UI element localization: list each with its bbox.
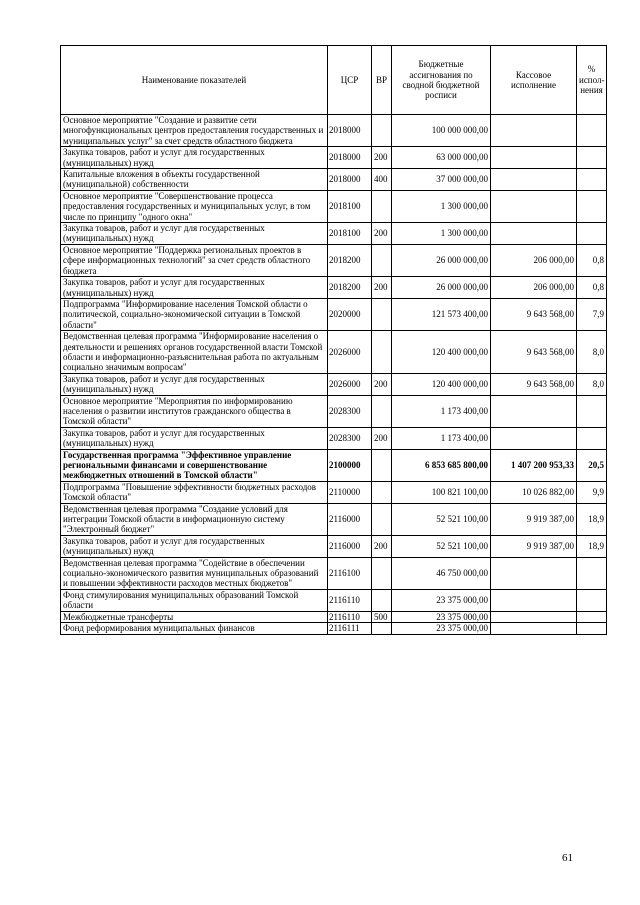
table-row	[61, 147, 607, 169]
cell-name: Межбюджетные трансферты	[61, 611, 328, 622]
table-row	[61, 190, 607, 222]
cell-name: Закупка товаров, работ и услуг для государственных (муниципальных) нужд	[61, 427, 328, 449]
table-row	[61, 223, 607, 245]
cell-cash	[491, 169, 577, 191]
cell-csr: 2116110	[328, 589, 372, 611]
cell-name: Государственная программа "Эффективное управление региональными финансами и совершенствование межбюджетных отношений в Томской области"	[61, 449, 328, 481]
cell-budget: 1 300 000,00	[392, 190, 491, 222]
cell-vr: 200	[372, 427, 392, 449]
cell-budget: 37 000 000,00	[392, 169, 491, 191]
cell-pct	[577, 115, 607, 147]
table-row	[61, 373, 607, 395]
cell-vr: 400	[372, 169, 392, 191]
cell-budget: 52 521 100,00	[392, 503, 491, 535]
header-cash: Кассовое исполнение	[491, 46, 577, 115]
table-row	[61, 449, 607, 481]
budget-table	[60, 45, 607, 635]
table-row	[61, 427, 607, 449]
cell-csr: 2116000	[328, 503, 372, 535]
cell-budget: 23 375 000,00	[392, 589, 491, 611]
cell-budget: 23 375 000,00	[392, 611, 491, 622]
cell-budget: 26 000 000,00	[392, 244, 491, 276]
cell-csr: 2028300	[328, 427, 372, 449]
cell-name: Фонд реформирования муниципальных финансов	[61, 623, 328, 634]
cell-name: Капитальные вложения в объекты государственной (муниципальной) собственности	[61, 169, 328, 191]
cell-csr: 2018000	[328, 169, 372, 191]
cell-csr: 2018100	[328, 223, 372, 245]
table-row	[61, 395, 607, 427]
cell-vr	[372, 395, 392, 427]
cell-budget: 1 173 400,00	[392, 395, 491, 427]
table-body	[61, 115, 607, 635]
cell-csr: 2026000	[328, 331, 372, 374]
cell-budget: 1 300 000,00	[392, 223, 491, 245]
cell-budget: 26 000 000,00	[392, 277, 491, 299]
cell-cash	[491, 147, 577, 169]
cell-cash: 9 643 568,00	[491, 298, 577, 330]
cell-budget: 121 573 400,00	[392, 298, 491, 330]
cell-csr: 2028300	[328, 395, 372, 427]
table-row	[61, 557, 607, 589]
cell-cash: 206 000,00	[491, 277, 577, 299]
table-row	[61, 623, 607, 634]
cell-vr	[372, 589, 392, 611]
cell-csr: 2116110	[328, 611, 372, 622]
cell-budget: 100 000 000,00	[392, 115, 491, 147]
table-row	[61, 503, 607, 535]
cell-name: Ведомственная целевая программа "Содействие в обеспечении социально-экономического развития муниципальных образований и повышении эффективности расходов местных бюджетов"	[61, 557, 328, 589]
cell-pct: 18,9	[577, 503, 607, 535]
cell-vr: 200	[372, 277, 392, 299]
cell-name: Основное мероприятие "Мероприятия по информированию населения о развитии институтов гражданского общества в Томской области"	[61, 395, 328, 427]
cell-pct	[577, 169, 607, 191]
cell-cash: 10 026 882,00	[491, 481, 577, 503]
cell-vr	[372, 503, 392, 535]
cell-csr: 2018100	[328, 190, 372, 222]
cell-cash: 9 643 568,00	[491, 373, 577, 395]
cell-csr: 2116000	[328, 535, 372, 557]
cell-vr	[372, 115, 392, 147]
cell-name: Подпрограмма "Информирование населения Томской области о политической, социально-экономической ситуации в Томской области"	[61, 298, 328, 330]
header-row	[61, 46, 607, 115]
cell-budget: 63 000 000,00	[392, 147, 491, 169]
cell-pct	[577, 395, 607, 427]
cell-vr	[372, 481, 392, 503]
cell-pct: 9,9	[577, 481, 607, 503]
header-budget: Бюджетные ассигнования по сводной бюджетной росписи	[392, 46, 491, 115]
cell-pct: 0,8	[577, 244, 607, 276]
cell-csr: 2116100	[328, 557, 372, 589]
cell-csr: 2018000	[328, 115, 372, 147]
cell-cash: 9 919 387,00	[491, 503, 577, 535]
cell-pct: 0,8	[577, 277, 607, 299]
cell-vr	[372, 190, 392, 222]
cell-name: Основное мероприятие "Создание и развитие сети многофункциональных центров предоставления государственных и муниципальных услуг" за счет средств областного бюджета	[61, 115, 328, 147]
cell-vr: 200	[372, 535, 392, 557]
cell-budget: 52 521 100,00	[392, 535, 491, 557]
cell-cash	[491, 427, 577, 449]
cell-budget: 120 400 000,00	[392, 373, 491, 395]
cell-pct: 8,0	[577, 373, 607, 395]
cell-name: Закупка товаров, работ и услуг для государственных (муниципальных) нужд	[61, 535, 328, 557]
header-name: Наименование показателей	[61, 46, 328, 115]
cell-name: Основное мероприятие "Поддержка региональных проектов в сфере информационных технологий" за счет средств областного бюджета	[61, 244, 328, 276]
cell-pct	[577, 557, 607, 589]
cell-name: Закупка товаров, работ и услуг для государственных (муниципальных) нужд	[61, 223, 328, 245]
cell-name: Закупка товаров, работ и услуг для государственных (муниципальных) нужд	[61, 373, 328, 395]
cell-name: Закупка товаров, работ и услуг для государственных (муниципальных) нужд	[61, 277, 328, 299]
cell-pct: 8,0	[577, 331, 607, 374]
cell-pct	[577, 611, 607, 622]
table-row	[61, 331, 607, 374]
cell-pct	[577, 427, 607, 449]
cell-vr	[372, 244, 392, 276]
cell-budget: 100 821 100,00	[392, 481, 491, 503]
cell-cash: 1 407 200 953,33	[491, 449, 577, 481]
cell-csr: 2018200	[328, 244, 372, 276]
cell-cash: 9 643 568,00	[491, 331, 577, 374]
cell-name: Ведомственная целевая программа "Создание условий для интеграции Томской области в информационную систему "Электронный бюджет"	[61, 503, 328, 535]
cell-cash	[491, 190, 577, 222]
header-vr: ВР	[372, 46, 392, 115]
cell-vr: 200	[372, 147, 392, 169]
cell-csr: 2110000	[328, 481, 372, 503]
cell-cash	[491, 395, 577, 427]
header-csr: ЦСР	[328, 46, 372, 115]
header-pct: % испол-нения	[577, 46, 607, 115]
cell-pct	[577, 223, 607, 245]
cell-name: Основное мероприятие "Совершенствование процесса предоставления государственных и муниципальных услуг, в том числе по принципу "одного окна"	[61, 190, 328, 222]
cell-name: Подпрограмма "Повышение эффективности бюджетных расходов Томской области"	[61, 481, 328, 503]
cell-name: Ведомственная целевая программа "Информирование населения о деятельности и решениях органов государственной власти Томской области и информационно-разъяснительная работа по актуальным социально значимым вопросам"	[61, 331, 328, 374]
cell-name: Закупка товаров, работ и услуг для государственных (муниципальных) нужд	[61, 147, 328, 169]
cell-csr: 2116111	[328, 623, 372, 634]
table-row	[61, 169, 607, 191]
cell-vr	[372, 298, 392, 330]
cell-pct	[577, 623, 607, 634]
table-row	[61, 115, 607, 147]
cell-budget: 6 853 685 800,00	[392, 449, 491, 481]
table-row	[61, 589, 607, 611]
table-row	[61, 277, 607, 299]
cell-csr: 2018200	[328, 277, 372, 299]
cell-csr: 2100000	[328, 449, 372, 481]
cell-cash	[491, 623, 577, 634]
cell-pct	[577, 147, 607, 169]
cell-cash	[491, 115, 577, 147]
cell-cash	[491, 557, 577, 589]
cell-vr	[372, 623, 392, 634]
cell-cash	[491, 223, 577, 245]
cell-pct: 7,9	[577, 298, 607, 330]
cell-csr: 2026000	[328, 373, 372, 395]
cell-name: Фонд стимулирования муниципальных образований Томской области	[61, 589, 328, 611]
cell-vr	[372, 331, 392, 374]
cell-cash: 9 919 387,00	[491, 535, 577, 557]
cell-vr	[372, 449, 392, 481]
cell-vr	[372, 557, 392, 589]
cell-csr: 2018000	[328, 147, 372, 169]
cell-pct: 18,9	[577, 535, 607, 557]
cell-budget: 23 375 000,00	[392, 623, 491, 634]
cell-pct	[577, 190, 607, 222]
cell-vr: 200	[372, 373, 392, 395]
cell-budget: 46 750 000,00	[392, 557, 491, 589]
cell-pct: 20,5	[577, 449, 607, 481]
cell-budget: 120 400 000,00	[392, 331, 491, 374]
cell-cash	[491, 611, 577, 622]
cell-cash: 206 000,00	[491, 244, 577, 276]
table-row	[61, 244, 607, 276]
cell-vr: 500	[372, 611, 392, 622]
cell-vr: 200	[372, 223, 392, 245]
cell-pct	[577, 589, 607, 611]
page-number: 61	[562, 852, 573, 864]
cell-csr: 2020000	[328, 298, 372, 330]
cell-cash	[491, 589, 577, 611]
table-row	[61, 481, 607, 503]
table-row	[61, 298, 607, 330]
table-row	[61, 535, 607, 557]
table-row	[61, 611, 607, 622]
cell-budget: 1 173 400,00	[392, 427, 491, 449]
